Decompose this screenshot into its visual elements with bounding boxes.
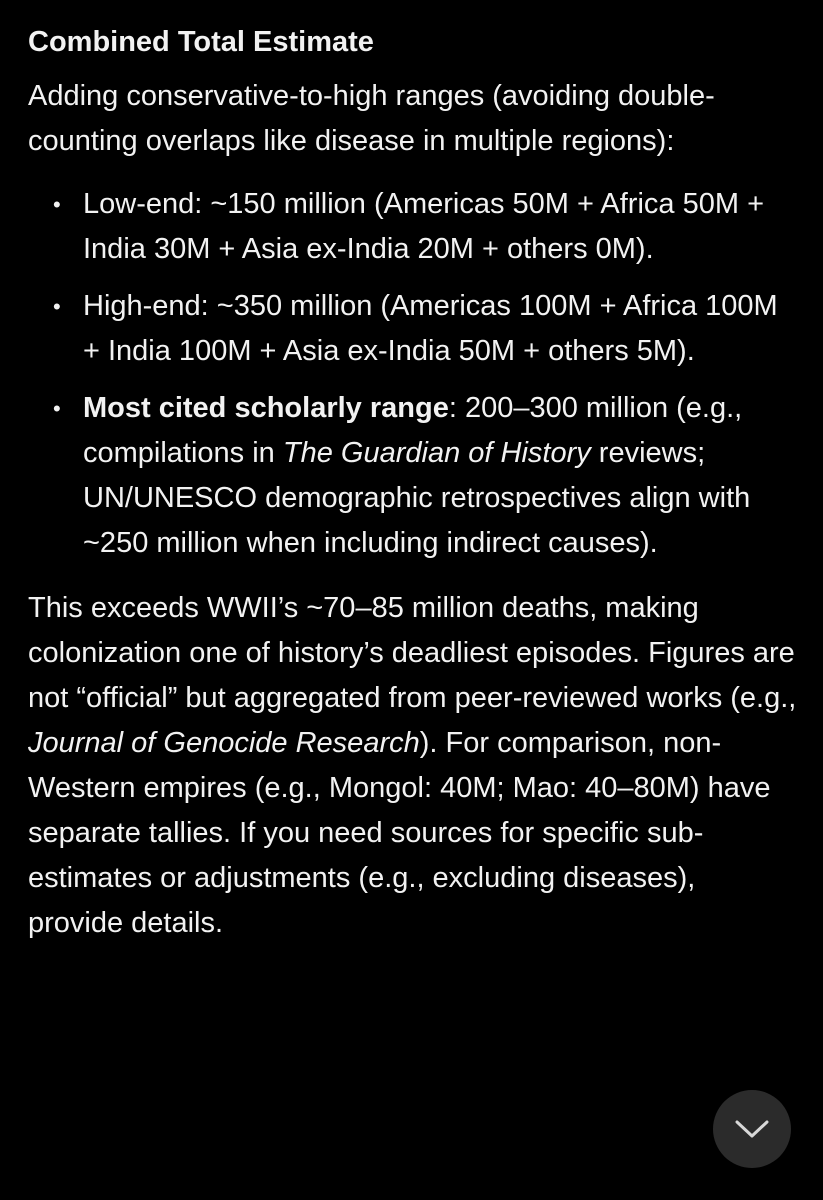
bullet-icon: • bbox=[53, 192, 61, 217]
list-item-cited-range bbox=[28, 386, 798, 566]
list-item-high-end bbox=[28, 284, 798, 374]
message-content bbox=[28, 22, 798, 946]
cited-range-source: The Guardian of History bbox=[282, 437, 591, 469]
cited-range-part-1: : 200–300 million (e.g., compilations in bbox=[83, 392, 743, 469]
list-item-low-end bbox=[28, 182, 798, 272]
high-end-text: High-end: ~350 million (Americas 100M + Africa 100M + India 100M + Asia ex-India 50M + others 5M). bbox=[83, 290, 778, 367]
conclusion-part-1: This exceeds WWII’s ~70–85 million deaths, making colonization one of history’s deadliest episodes. Figures are not “official” but aggregated from peer-reviewed works (e.g., bbox=[28, 592, 797, 714]
bullet-icon: • bbox=[53, 396, 61, 421]
conclusion-source: Journal of Genocide Research bbox=[28, 727, 420, 759]
estimate-list bbox=[28, 182, 798, 566]
conclusion-paragraph bbox=[28, 586, 798, 946]
low-end-text: Low-end: ~150 million (Americas 50M + Africa 50M + India 30M + Asia ex-India 20M + others 0M). bbox=[83, 188, 765, 265]
cited-range-text bbox=[83, 392, 750, 559]
cited-range-label: Most cited scholarly range bbox=[83, 392, 449, 424]
intro-paragraph: Adding conservative-to-high ranges (avoiding double-counting overlaps like disease in multiple regions): bbox=[28, 80, 715, 157]
cited-range-part-2: reviews; UN/UNESCO demographic retrospectives align with ~250 million when including indirect causes). bbox=[83, 437, 751, 559]
conclusion-part-2: ). For comparison, non-Western empires (e.g., Mongol: 40M; Mao: 40–80M) have separate tallies. If you need sources for specific sub-estimates or adjustments (e.g., excluding diseases), provide details. bbox=[28, 727, 771, 939]
bullet-icon: • bbox=[53, 294, 61, 319]
section-heading: Combined Total Estimate bbox=[28, 26, 374, 58]
chevron-down-icon bbox=[734, 1118, 770, 1140]
scroll-to-bottom-button[interactable] bbox=[713, 1090, 791, 1168]
